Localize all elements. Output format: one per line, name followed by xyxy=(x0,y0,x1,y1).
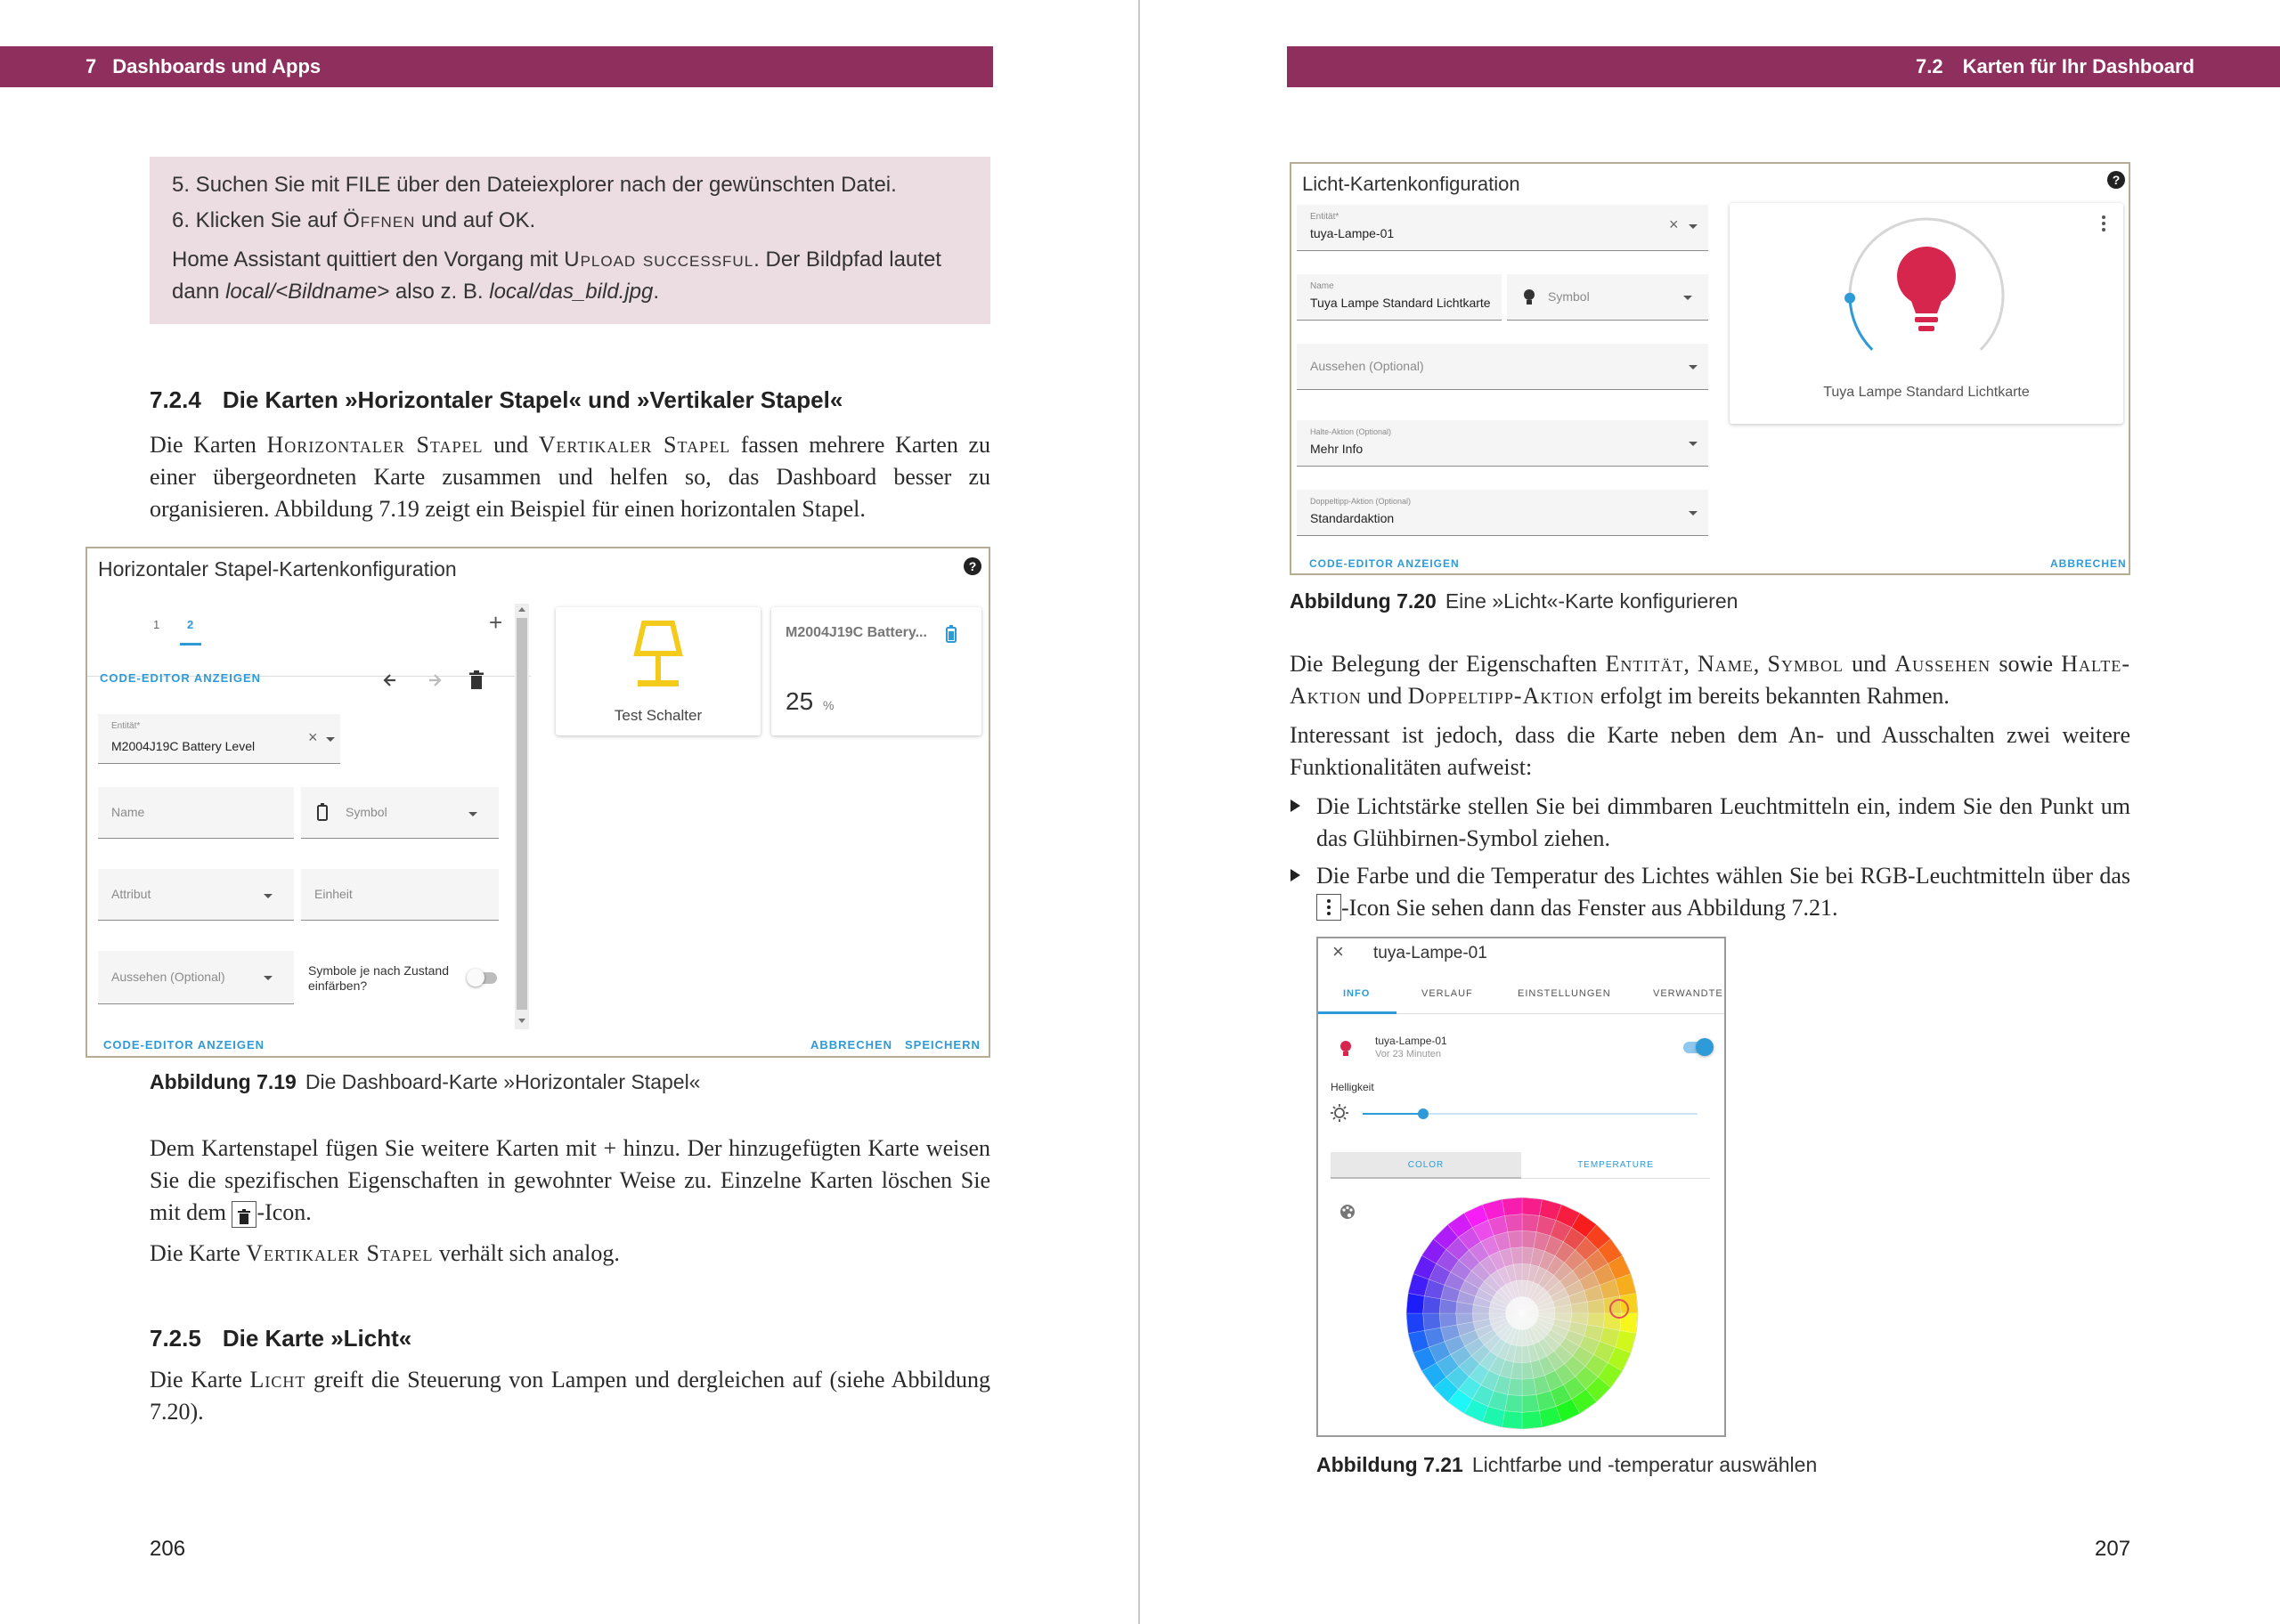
battery-value: 25 xyxy=(786,687,814,715)
chapter-title: Dashboards und Apps xyxy=(112,55,322,77)
symbol-field[interactable]: Symbol xyxy=(1507,274,1708,321)
lamp-icon xyxy=(632,620,684,693)
caption-7-20: Abbildung 7.20 Eine »Licht«-Karte konfigurieren xyxy=(1290,589,1738,613)
chevron-down-icon[interactable] xyxy=(1689,511,1698,516)
arrow-left-icon[interactable] xyxy=(381,671,399,689)
caption-7-21: Abbildung 7.21 Lichtfarbe und -temperatur auswählen xyxy=(1316,1453,1818,1476)
color-wheel-segment xyxy=(1522,1198,1543,1215)
attribut-field[interactable]: Attribut xyxy=(98,869,294,921)
section-heading-725: 7.2.5 Die Karte »Licht« xyxy=(150,1325,412,1352)
chevron-down-icon[interactable] xyxy=(264,976,273,980)
light-card-name: Tuya Lampe Standard Lichtkarte xyxy=(1823,385,2030,400)
step-5: 5. Suchen Sie mit FILE über den Dateiexplorer nach der gewünschten Datei. xyxy=(172,173,897,197)
cancel-button[interactable]: ABBRECHEN xyxy=(810,1038,893,1052)
color-wheel[interactable] xyxy=(1405,1197,1639,1430)
palette-icon[interactable] xyxy=(1340,1204,1356,1220)
add-card-icon[interactable]: + xyxy=(489,609,503,636)
color-wheel-segment xyxy=(1502,1411,1522,1429)
code-editor-bottom-button[interactable]: CODE-EDITOR ANZEIGEN xyxy=(103,1038,265,1052)
bullet-marker xyxy=(1291,869,1300,881)
paragraph-725: Die Karte Licht greift die Steuerung von Lampen und dergleichen auf (siehe Abbildung 7.20). xyxy=(150,1367,990,1425)
chevron-down-icon[interactable] xyxy=(1689,224,1698,229)
tab-2[interactable]: 2 xyxy=(187,618,194,631)
brightness-icon xyxy=(1331,1104,1348,1122)
delete-icon[interactable] xyxy=(468,670,484,690)
help-icon[interactable]: ? xyxy=(964,557,981,575)
battery-unit: % xyxy=(823,698,835,712)
aussehen-field[interactable]: Aussehen (Optional) xyxy=(1297,344,1708,390)
entity-name: tuya-Lampe-01 xyxy=(1375,1035,1447,1047)
battery-icon xyxy=(317,803,328,821)
lightbulb-icon xyxy=(1340,1040,1352,1058)
tab-verwandte[interactable]: VERWANDTE xyxy=(1653,988,1723,999)
color-wheel-segment xyxy=(1603,1296,1621,1313)
chevron-down-icon[interactable] xyxy=(468,812,477,816)
battery-entity-card[interactable] xyxy=(771,607,981,735)
figure-7-20-screenshot xyxy=(1290,162,2130,575)
close-icon[interactable]: × xyxy=(1332,940,1344,962)
scroll-down-icon[interactable] xyxy=(518,1019,525,1023)
scroll-up-icon[interactable] xyxy=(518,607,525,612)
bullet-marker xyxy=(1291,800,1300,812)
battery-icon xyxy=(946,625,957,643)
section-title: Karten für Ihr Dashboard xyxy=(1962,55,2194,77)
tab-indicator xyxy=(1318,1011,1396,1014)
brightness-slider-handle[interactable] xyxy=(1418,1108,1429,1119)
chevron-down-icon[interactable] xyxy=(326,737,335,742)
running-header-left xyxy=(0,46,993,87)
scrollbar-thumb[interactable] xyxy=(517,618,527,1010)
color-wheel-segment xyxy=(1587,1299,1605,1313)
battery-card-title: M2004J19C Battery... xyxy=(786,625,927,640)
paragraph-properties: Die Belegung der Eigenschaften Entität, Name, Symbol und Aussehen sowie Halte-Aktion und Doppeltipp-Aktion erfolgt im bereits bekannten Rahmen. xyxy=(1290,651,2131,709)
state-color-label: Symbole je nach Zustand einfärben? xyxy=(308,963,449,993)
page-number-left: 206 xyxy=(150,1537,186,1561)
arrow-right-icon[interactable] xyxy=(426,671,444,689)
chevron-down-icon[interactable] xyxy=(1683,296,1692,300)
entity-field[interactable]: Entität* M2004J19C Battery Level × xyxy=(98,714,340,764)
chevron-down-icon[interactable] xyxy=(1689,442,1698,446)
chapter-number: 7 xyxy=(86,55,97,77)
tab-1[interactable]: 1 xyxy=(153,618,160,631)
more-vert-icon[interactable] xyxy=(2102,215,2105,231)
tab-einstellungen[interactable]: EINSTELLUNGEN xyxy=(1518,988,1611,999)
lightbulb-icon xyxy=(1523,288,1535,306)
code-editor-button[interactable]: CODE-EDITOR ANZEIGEN xyxy=(1309,557,1460,570)
save-button[interactable]: SPEICHERN xyxy=(905,1038,981,1052)
color-wheel-segment xyxy=(1439,1313,1457,1328)
bullet-item-2: Die Farbe und die Temperatur des Lichtes wählen Sie bei RGB-Leuchtmitteln über das -Icon Sie sehen dann das Fenster aus Abbildung 7.21. xyxy=(1316,863,2130,921)
paragraph-724: Die Karten Horizontaler Stapel und Vertikaler Stapel fassen mehrere Karten zu einer übergeordneten Karte zusammen und helfen so, das Dashboard besser zu organisieren. Abbildung 7.19 zeigt ein Beispiel für einen horizontalen Stapel. xyxy=(150,432,990,522)
help-icon[interactable]: ? xyxy=(2107,171,2125,189)
tab-color[interactable]: COLOR xyxy=(1331,1152,1521,1179)
color-wheel-segment xyxy=(1505,1214,1522,1232)
dialog-title: Horizontaler Stapel-Kartenkonfiguration xyxy=(98,557,457,581)
tab-bar xyxy=(87,600,531,677)
chevron-down-icon[interactable] xyxy=(264,894,273,898)
test-schalter-label: Test Schalter xyxy=(614,707,703,724)
tab-indicator xyxy=(180,643,201,646)
figure-7-21-screenshot xyxy=(1316,937,1726,1437)
brightness-handle[interactable] xyxy=(1844,293,1855,304)
figure-7-19-screenshot xyxy=(86,547,990,1058)
toggle-knob xyxy=(467,969,484,987)
symbol-field[interactable]: Symbol xyxy=(301,787,499,839)
instruction-box xyxy=(150,157,990,324)
delete-icon-inline xyxy=(232,1201,256,1228)
bullet-item-1: Die Lichtstärke stellen Sie bei dimmbaren Leuchtmitteln ein, indem Sie den Punkt um das Glühbirnen-Symbol ziehen. xyxy=(1316,793,2130,851)
clear-icon[interactable]: × xyxy=(1669,215,1679,233)
lightbulb-icon[interactable] xyxy=(1894,246,1958,335)
tab-temperature[interactable]: TEMPERATURE xyxy=(1521,1152,1710,1179)
color-wheel-segment xyxy=(1522,1411,1543,1429)
box-note: Home Assistant quittiert den Vorgang mit Upload successful. Der Bildpfad lautet dann local/<Bildname> also z. B. local/das_bild.jpg. xyxy=(172,248,941,304)
color-wheel-segment xyxy=(1502,1198,1522,1215)
test-schalter-card[interactable] xyxy=(556,607,761,735)
dialog-title: Licht-Kartenkonfiguration xyxy=(1302,173,1520,195)
tab-info[interactable]: INFO xyxy=(1343,988,1371,999)
section-number: 7.2 xyxy=(1916,55,1943,77)
color-wheel-segment xyxy=(1423,1313,1441,1330)
name-field[interactable]: Name xyxy=(98,787,294,839)
color-wheel-segment xyxy=(1406,1293,1424,1313)
doppeltipp-aktion-field[interactable]: Doppeltipp-Aktion (Optional) Standardaktion xyxy=(1297,490,1708,536)
color-wheel-segment xyxy=(1522,1394,1539,1412)
more-vert-icon-inline xyxy=(1316,894,1341,921)
einheit-field[interactable]: Einheit xyxy=(301,869,499,921)
aussehen-field[interactable]: Aussehen (Optional) xyxy=(98,951,294,1004)
toggle-knob xyxy=(1696,1038,1714,1056)
code-editor-top-button[interactable]: CODE-EDITOR ANZEIGEN xyxy=(100,671,262,685)
name-field[interactable]: Name Tuya Lampe Standard Lichtkarte xyxy=(1297,274,1502,321)
color-wheel-segment xyxy=(1508,1230,1522,1248)
entity-last-changed: Vor 23 Minuten xyxy=(1375,1049,1441,1060)
caption-7-19: Abbildung 7.19 Die Dashboard-Karte »Horizontaler Stapel« xyxy=(150,1070,701,1093)
brightness-arc xyxy=(1850,298,1872,350)
section-heading-724: 7.2.4 Die Karten »Horizontaler Stapel« und »Vertikaler Stapel« xyxy=(150,386,843,413)
brightness-slider-track[interactable] xyxy=(1363,1113,1698,1115)
brightness-slider-fill xyxy=(1363,1113,1423,1115)
running-header-right xyxy=(1287,46,2280,87)
cancel-button[interactable]: ABBRECHEN xyxy=(2050,557,2127,570)
chevron-down-icon[interactable] xyxy=(1689,365,1698,369)
page-gutter xyxy=(1138,0,1140,1624)
color-wheel-segment xyxy=(1406,1313,1424,1334)
brightness-label: Helligkeit xyxy=(1331,1081,1374,1093)
light-card-preview[interactable] xyxy=(1730,203,2123,424)
step-6: 6. Klicken Sie auf Öffnen und auf OK. xyxy=(172,208,536,232)
dialog-title: tuya-Lampe-01 xyxy=(1373,944,1487,962)
paragraph-functions: Interessant ist jedoch, dass die Karte neben dem An- und Ausschalten zwei weitere Funktionalitäten aufweist: xyxy=(1290,722,2130,780)
clear-icon[interactable]: × xyxy=(308,728,318,746)
page-number-right: 207 xyxy=(2095,1537,2131,1561)
halte-aktion-field[interactable]: Halte-Aktion (Optional) Mehr Info xyxy=(1297,420,1708,467)
entity-field[interactable]: Entität* tuya-Lampe-01 × xyxy=(1297,205,1708,251)
paragraph-stack: Dem Kartenstapel fügen Sie weitere Karten mit + hinzu. Der hinzugefügten Karte weisen Sie die spezifischen Eigenschaften in gewohnter Weise zu. Einzelne Karten löschen Sie mit dem -Icon. Die Karte Vertikaler Stapel verhält sich analog. xyxy=(150,1135,990,1266)
color-wheel-segment xyxy=(1522,1378,1536,1396)
tab-verlauf[interactable]: VERLAUF xyxy=(1421,988,1473,999)
